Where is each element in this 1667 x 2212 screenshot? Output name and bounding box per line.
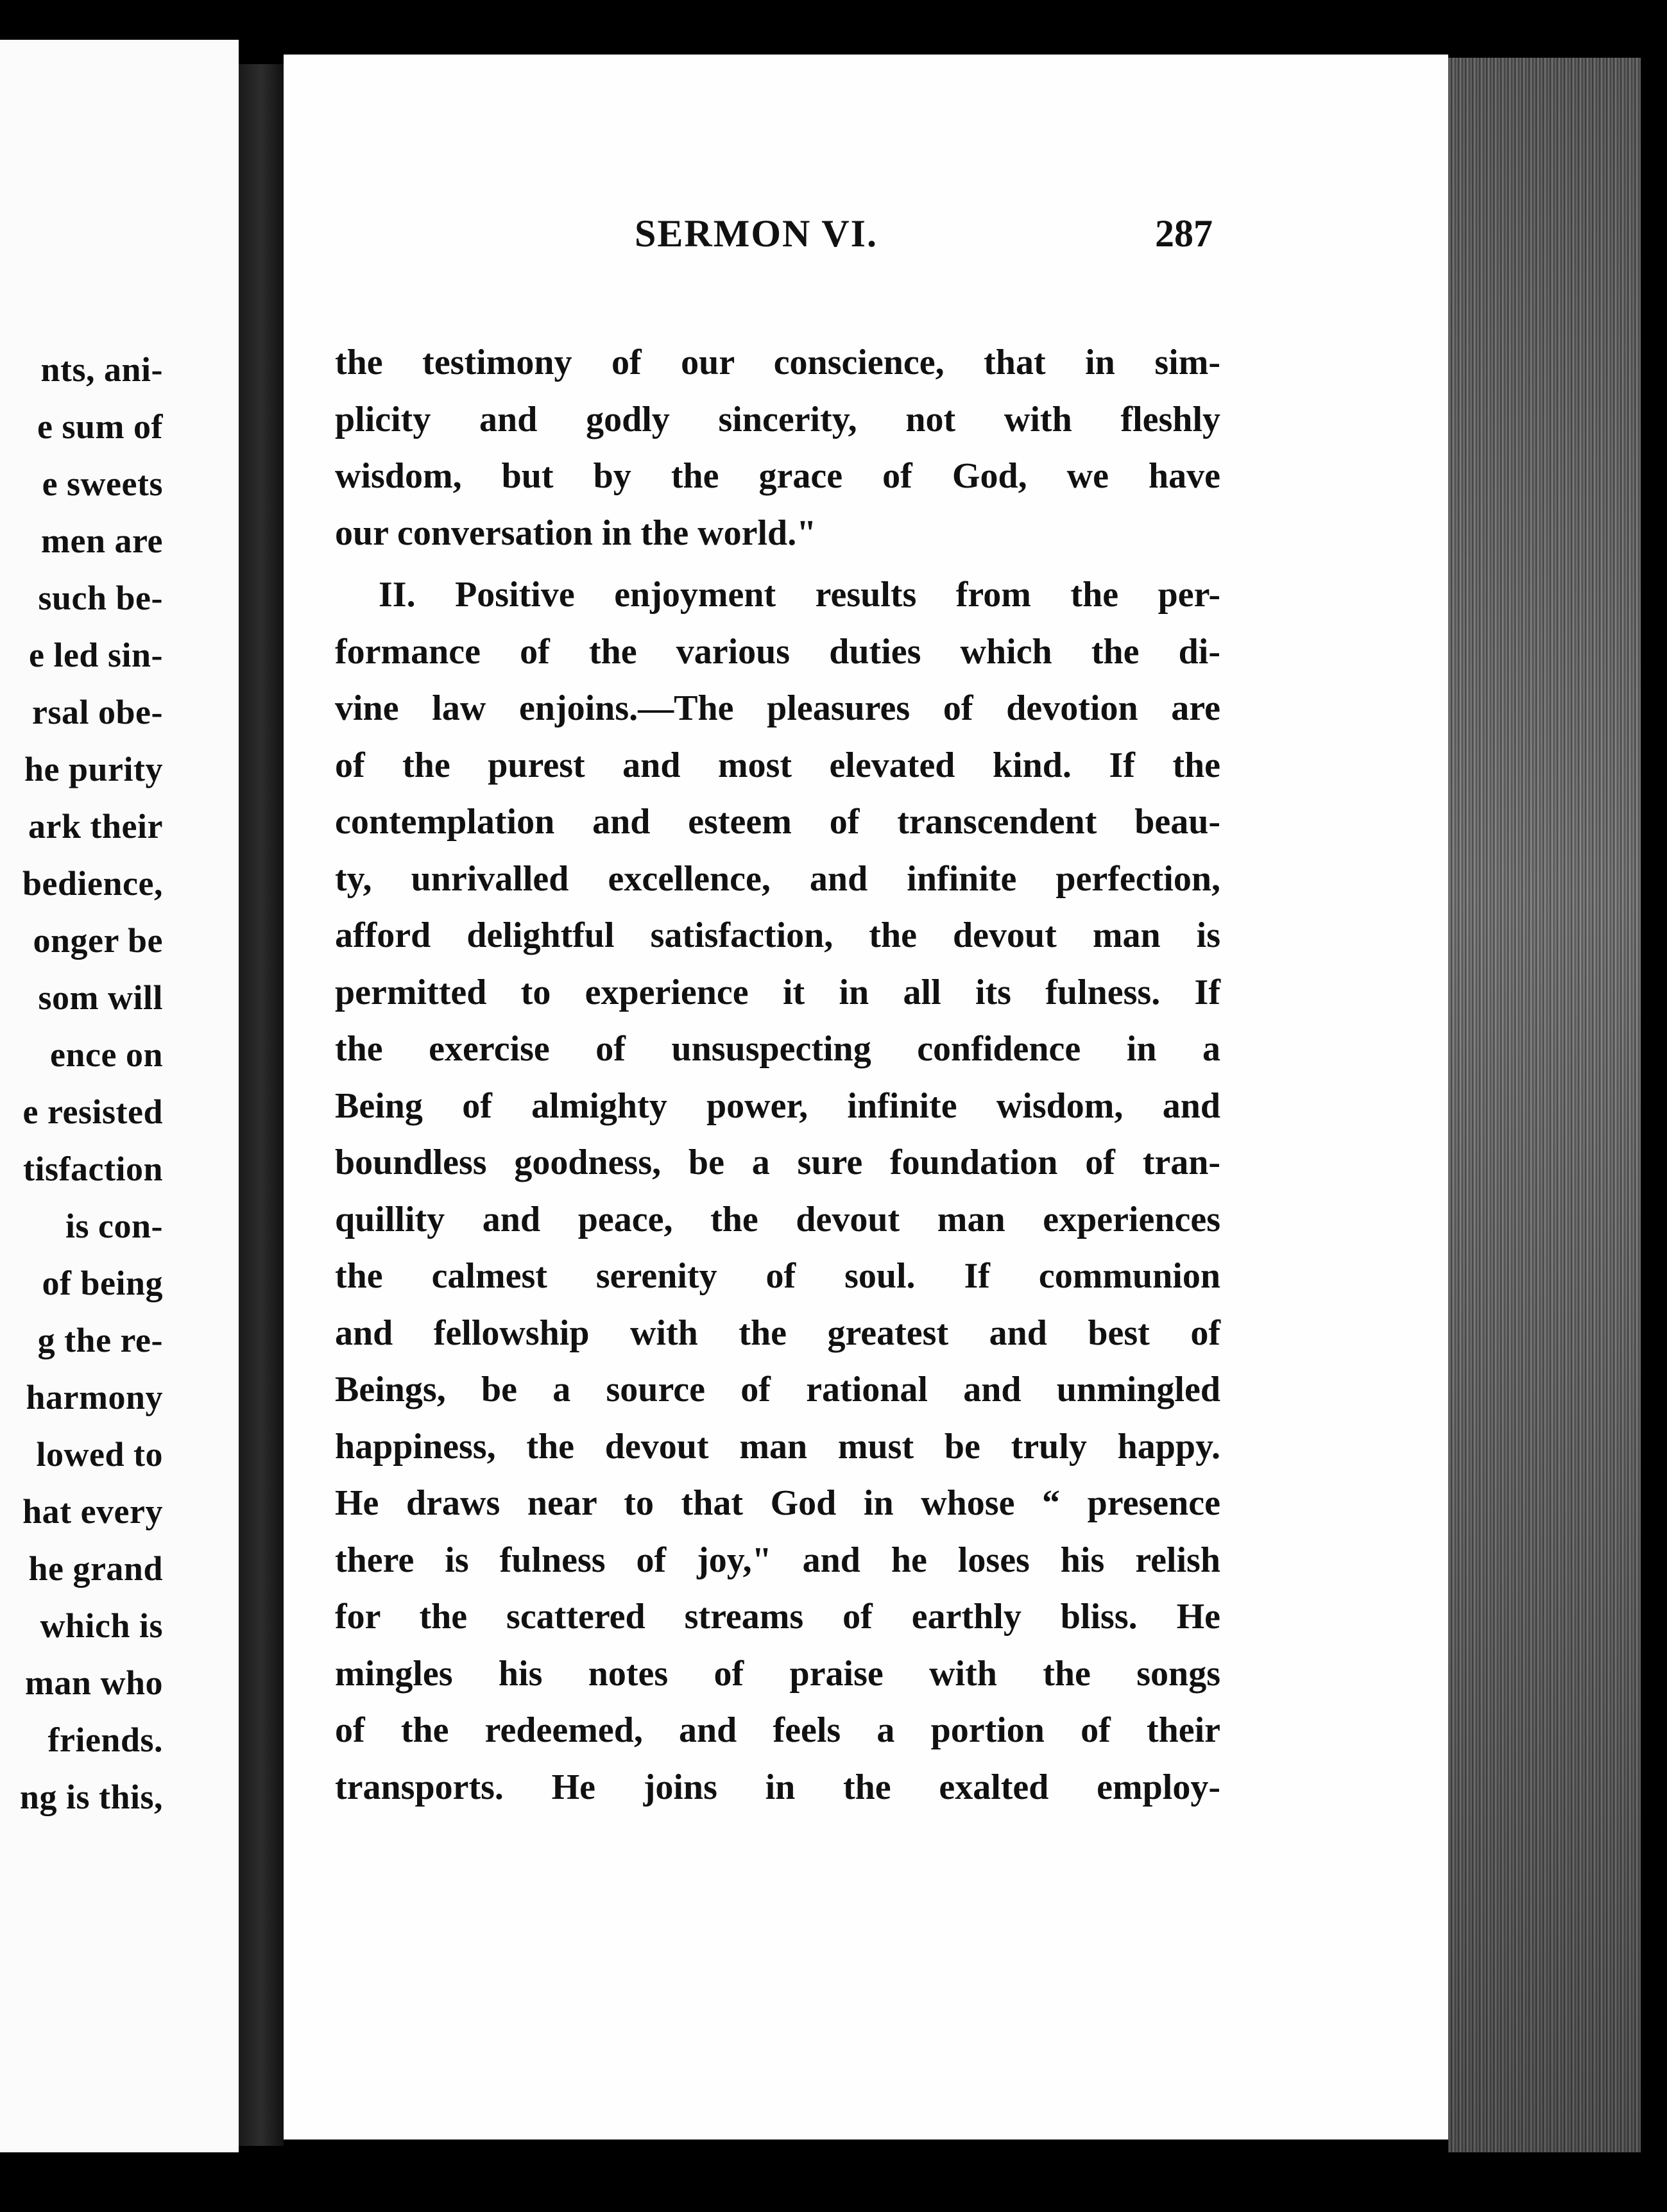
text-line: happiness, the devout man must be truly happy. — [335, 1426, 1220, 1467]
previous-page-line: lowed to — [36, 1435, 163, 1474]
previous-page-line: ng is this, — [19, 1778, 163, 1816]
fore-edge-shading — [1448, 58, 1641, 2152]
text-line: plicity and godly sincerity, not with fleshly — [335, 399, 1220, 439]
previous-page-line: onger be — [33, 921, 163, 960]
previous-page-line: nts, ani- — [40, 350, 163, 389]
text-line: of the purest and most elevated kind. If the — [335, 745, 1220, 785]
previous-page-line: friends. — [47, 1721, 163, 1759]
previous-page-line: tisfaction — [23, 1150, 163, 1188]
page-number: 287 — [1155, 212, 1213, 255]
text-line: there is fulness of joy," and he loses his relish — [335, 1540, 1220, 1580]
previous-page-line: he purity — [24, 750, 163, 788]
previous-page-line: bedience, — [22, 864, 163, 903]
previous-page-line: e sum of — [37, 407, 163, 446]
text-line: quillity and peace, the devout man experiences — [335, 1199, 1220, 1239]
previous-page-line: rsal obe- — [32, 693, 163, 731]
previous-page-line: he grand — [28, 1549, 163, 1588]
text-line: the calmest serenity of soul. If communion — [335, 1256, 1220, 1296]
text-line: formance of the various duties which the di- — [335, 631, 1220, 672]
text-line: wisdom, but by the grace of God, we have — [335, 456, 1220, 496]
previous-page-text — [0, 341, 163, 1826]
page-body-text — [335, 334, 1220, 1816]
text-line: our conversation in the world." — [335, 513, 817, 553]
text-line: mingles his notes of praise with the songs — [335, 1653, 1220, 1694]
text-line: permitted to experience it in all its fulness. If — [335, 972, 1220, 1012]
previous-page-line: which is — [40, 1606, 163, 1645]
previous-page-line: ence on — [50, 1035, 163, 1074]
text-line: of the redeemed, and feels a portion of their — [335, 1710, 1220, 1750]
text-line: II. Positive enjoyment results from the per- — [379, 575, 1220, 615]
previous-page-line: man who — [24, 1663, 163, 1702]
text-line: contemplation and esteem of transcendent beau- — [335, 802, 1220, 842]
previous-page-line: e sweets — [42, 464, 163, 503]
book-gutter — [239, 64, 284, 2146]
previous-page-line: such be- — [38, 579, 163, 617]
text-line: transports. He joins in the exalted employ- — [335, 1767, 1220, 1807]
previous-page-line: g the re- — [37, 1321, 163, 1359]
text-line: He draws near to that God in whose “ presence — [335, 1483, 1220, 1523]
page-header — [284, 212, 1448, 269]
previous-page-line: men are — [41, 522, 163, 560]
previous-page-line: is con- — [65, 1207, 163, 1245]
text-line: boundless goodness, be a sure foundation of tran- — [335, 1143, 1220, 1182]
previous-page-line: ark their — [28, 807, 163, 846]
previous-page-line: e resisted — [22, 1093, 163, 1131]
previous-page-line: hat every — [22, 1492, 163, 1531]
text-line: vine law enjoins.—The pleasures of devotion are — [335, 688, 1220, 728]
text-line: and fellowship with the greatest and best of — [335, 1313, 1220, 1353]
previous-page-line: som will — [38, 978, 163, 1017]
previous-page-line: harmony — [26, 1378, 163, 1417]
text-line: for the scattered streams of earthly bliss. He — [335, 1597, 1220, 1637]
text-line: Being of almighty power, infinite wisdom, and — [335, 1085, 1220, 1126]
scan-border — [0, 2152, 1667, 2212]
text-line: Beings, be a source of rational and unmingled — [335, 1370, 1220, 1409]
previous-page-line: of being — [42, 1264, 163, 1302]
paragraph-gap — [335, 561, 1220, 566]
text-line: afford delightful satisfaction, the devout man is — [335, 915, 1220, 955]
previous-page-fragment — [0, 40, 239, 2154]
running-head: SERMON VI. — [635, 212, 878, 255]
text-line: the exercise of unsuspecting confidence in a — [335, 1029, 1220, 1069]
previous-page-line: e led sin- — [28, 636, 163, 674]
text-line: the testimony of our conscience, that in sim- — [335, 343, 1220, 382]
text-line: ty, unrivalled excellence, and infinite perfection, — [335, 858, 1220, 899]
book-page — [284, 55, 1448, 2140]
